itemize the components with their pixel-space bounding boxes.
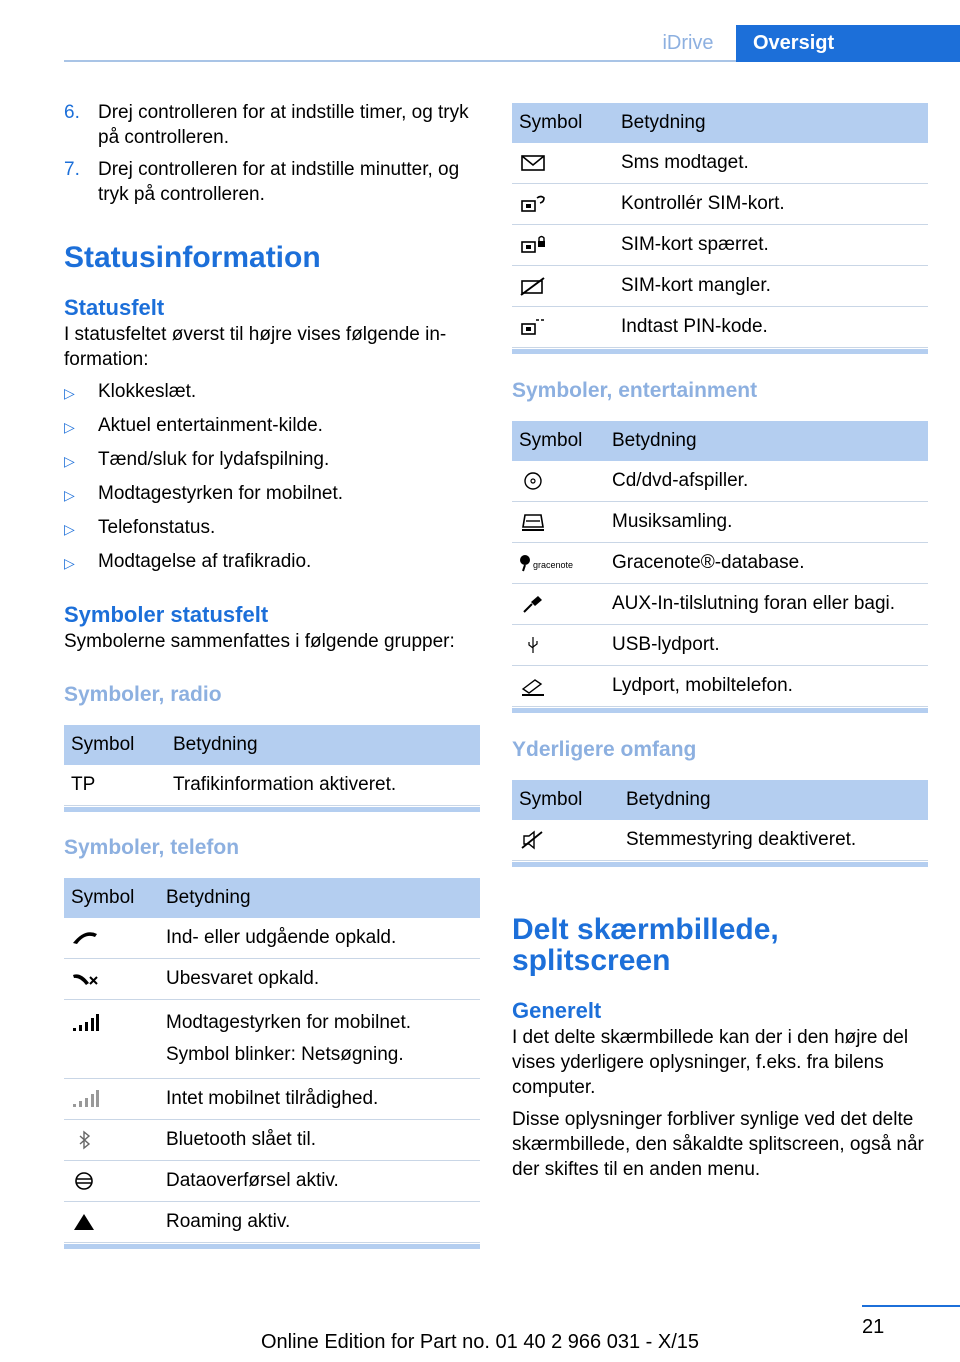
meaning-cell: Musiksamling. xyxy=(605,502,928,543)
table-row xyxy=(64,1079,480,1120)
step-number: 6. xyxy=(64,102,80,123)
triangle-bullet-icon: ▷ xyxy=(64,385,75,401)
column-header-symbol: Symbol xyxy=(64,878,159,918)
table-row xyxy=(64,1161,480,1202)
list-item-text: Tænd/sluk for lydafspilning. xyxy=(98,449,330,470)
header-tab-oversigt[interactable]: Oversigt xyxy=(736,25,960,62)
symbol-cell xyxy=(512,184,614,225)
meaning-cell: Bluetooth slået til. xyxy=(159,1120,480,1161)
heading-symboler-telefon: Symboler, telefon xyxy=(64,836,240,859)
list-item-text: Klokkeslæt. xyxy=(98,381,197,402)
step-6 xyxy=(64,100,480,150)
meaning-cell: Cd/dvd-afspiller. xyxy=(605,461,928,502)
header-rule xyxy=(64,60,736,62)
symbol-cell xyxy=(64,918,159,959)
symbol-cell xyxy=(64,1079,159,1120)
step-7 xyxy=(64,157,480,207)
table-end-rule xyxy=(64,807,480,812)
symbol-cell xyxy=(512,666,605,707)
heading-symboler-radio: Symboler, radio xyxy=(64,683,222,706)
bluetooth-icon xyxy=(71,1130,99,1150)
missed-call-icon xyxy=(71,969,99,989)
heading-symboler-statusfelt: Symboler statusfelt xyxy=(64,602,269,627)
table-row xyxy=(512,307,928,348)
heading-statusfelt: Statusfelt xyxy=(64,295,165,320)
footer-rule xyxy=(862,1305,960,1307)
gracenote-icon xyxy=(519,553,589,573)
left-column xyxy=(64,100,480,1249)
meaning-cell: Ubesvaret opkald. xyxy=(159,959,480,1000)
table-row xyxy=(64,959,480,1000)
column-header-symbol: Symbol xyxy=(512,103,614,143)
table-row xyxy=(512,820,928,861)
table-header-row xyxy=(512,780,928,820)
sim-check-icon xyxy=(519,194,547,214)
table-row xyxy=(512,143,928,184)
symbol-cell xyxy=(512,461,605,502)
roaming-triangle-icon xyxy=(71,1212,99,1232)
paragraph-generelt-2: Disse oplysninger forbliver synlige ved det delte skærmbillede, den såkaldte splitscreen, også når der skiftes til en anden menu. xyxy=(512,1109,924,1180)
symbol-cell xyxy=(512,225,614,266)
table-end-rule xyxy=(512,708,928,713)
triangle-bullet-icon: ▷ xyxy=(64,555,75,571)
envelope-icon xyxy=(519,153,547,173)
table-row xyxy=(512,543,928,584)
table-header-row xyxy=(512,421,928,461)
omfang-table xyxy=(512,780,928,861)
meaning-cell: Roaming aktiv. xyxy=(159,1202,480,1243)
right-column xyxy=(512,103,928,1182)
table-end-rule xyxy=(512,862,928,867)
triangle-bullet-icon: ▷ xyxy=(64,419,75,435)
meaning-cell: Ind- eller udgående opkald. xyxy=(159,918,480,959)
table-row xyxy=(64,1202,480,1243)
table-header-row xyxy=(512,103,928,143)
meaning-cell: Indtast PIN-kode. xyxy=(614,307,928,348)
table-header-row xyxy=(64,725,480,765)
phone-table-continued xyxy=(512,103,928,348)
meaning-cell xyxy=(159,1000,480,1079)
heading-yderligere-omfang: Yderligere omfang xyxy=(512,738,697,761)
symbol-cell: TP xyxy=(64,765,166,806)
disc-icon xyxy=(519,471,547,491)
column-header-meaning: Betydning xyxy=(614,103,928,143)
phone-handset-icon xyxy=(71,928,99,948)
symbol-cell xyxy=(512,502,605,543)
column-header-meaning: Betydning xyxy=(605,421,928,461)
table-row xyxy=(512,584,928,625)
signal-strength-icon xyxy=(71,1013,99,1033)
symbol-cell xyxy=(64,1000,159,1079)
table-row xyxy=(512,266,928,307)
usb-icon xyxy=(519,635,547,655)
column-header-meaning: Betydning xyxy=(619,780,928,820)
sim-locked-icon xyxy=(519,235,547,255)
symbol-cell xyxy=(64,1202,159,1243)
triangle-bullet-icon: ▷ xyxy=(64,487,75,503)
meaning-line-2: Symbol blinker: Netsøgning. xyxy=(166,1044,404,1065)
voice-off-icon xyxy=(519,830,547,850)
pin-entry-icon xyxy=(519,317,547,337)
meaning-cell: Stemmestyring deaktiveret. xyxy=(619,820,928,861)
aux-plug-icon xyxy=(519,594,547,614)
heading-delt-skaermbillede: Delt skærmbillede, splitscreen xyxy=(512,913,779,977)
meaning-cell: Sms modtaget. xyxy=(614,143,928,184)
table-row xyxy=(64,1000,480,1079)
meaning-cell: AUX-In-tilslutning foran eller bagi. xyxy=(605,584,928,625)
heading-statusinformation: Statusinformation xyxy=(64,241,321,274)
meaning-cell: Lydport, mobiltelefon. xyxy=(605,666,928,707)
gracenote-logo-text: gracenote xyxy=(533,559,574,570)
music-collection-icon xyxy=(519,512,547,532)
list-item-text: Modtagestyrken for mobilnet. xyxy=(98,483,344,504)
bullet-list xyxy=(64,379,480,576)
column-header-meaning: Betydning xyxy=(159,878,480,918)
symbol-cell xyxy=(512,543,605,584)
symbol-cell xyxy=(512,820,619,861)
symbol-cell xyxy=(512,307,614,348)
triangle-bullet-icon: ▷ xyxy=(64,521,75,537)
symbol-cell xyxy=(64,1120,159,1161)
data-transfer-icon xyxy=(71,1171,99,1191)
paragraph-symboler: Symbolerne sammenfattes i følgende grupper: xyxy=(64,631,455,652)
meaning-cell: Kontrollér SIM-kort. xyxy=(614,184,928,225)
table-row xyxy=(512,184,928,225)
meaning-cell: USB-lydport. xyxy=(605,625,928,666)
edition-footer: Online Edition for Part no. 01 40 2 966 031 - X/15 xyxy=(260,1331,700,1353)
header-tab-idrive[interactable]: iDrive xyxy=(662,32,714,54)
table-row xyxy=(64,1120,480,1161)
symbol-cell xyxy=(64,1161,159,1202)
table-header-row xyxy=(64,878,480,918)
table-row xyxy=(512,225,928,266)
entertainment-table xyxy=(512,421,928,707)
meaning-cell: Intet mobilnet tilrådighed. xyxy=(159,1079,480,1120)
column-header-meaning: Betydning xyxy=(166,725,480,765)
paragraph-generelt-1: I det delte skærmbillede kan der i den højre del vises yderligere oplysninger, f.eks. fra bilens computer. xyxy=(512,1027,909,1098)
column-header-symbol: Symbol xyxy=(64,725,166,765)
list-item xyxy=(64,481,480,508)
list-item-text: Telefonstatus. xyxy=(98,517,216,538)
phone-audio-icon xyxy=(519,676,547,696)
sim-missing-icon xyxy=(519,276,547,296)
meaning-cell: Trafikinformation aktiveret. xyxy=(166,765,480,806)
meaning-cell: SIM-kort mangler. xyxy=(614,266,928,307)
table-row xyxy=(64,765,480,806)
list-item xyxy=(64,447,480,474)
step-number: 7. xyxy=(64,159,80,180)
symbol-cell xyxy=(512,266,614,307)
step-text: Drej controlleren for at indstille timer, og tryk på controlleren. xyxy=(98,102,469,148)
symbol-cell xyxy=(512,584,605,625)
list-item xyxy=(64,549,480,576)
table-end-rule xyxy=(512,349,928,354)
table-row xyxy=(512,502,928,543)
list-item xyxy=(64,515,480,542)
list-item-text: Aktuel entertainment-kilde. xyxy=(98,415,323,436)
meaning-cell: Gracenote®-database. xyxy=(605,543,928,584)
meaning-cell: Dataoverførsel aktiv. xyxy=(159,1161,480,1202)
radio-table xyxy=(64,725,480,806)
list-item-text: Modtagelse af trafikradio. xyxy=(98,551,312,572)
table-row xyxy=(512,461,928,502)
symbol-cell xyxy=(512,143,614,184)
column-header-symbol: Symbol xyxy=(512,421,605,461)
column-header-symbol: Symbol xyxy=(512,780,619,820)
meaning-cell: SIM-kort spærret. xyxy=(614,225,928,266)
paragraph-statusfelt: I statusfeltet øverst til højre vises følgende information: xyxy=(64,324,447,370)
meaning-line: Modtagestyrken for mobilnet. xyxy=(166,1012,412,1033)
table-end-rule xyxy=(64,1244,480,1249)
list-item xyxy=(64,413,480,440)
symbol-cell xyxy=(64,959,159,1000)
list-item xyxy=(64,379,480,406)
no-network-icon xyxy=(71,1089,99,1109)
phone-table xyxy=(64,878,480,1243)
triangle-bullet-icon: ▷ xyxy=(64,453,75,469)
heading-symboler-entertainment: Symboler, entertainment xyxy=(512,379,758,402)
symbol-cell xyxy=(512,625,605,666)
step-text: Drej controlleren for at indstille minutter, og tryk på controlleren. xyxy=(98,159,460,205)
heading-generelt: Generelt xyxy=(512,998,602,1023)
table-row xyxy=(64,918,480,959)
table-row xyxy=(512,625,928,666)
table-row xyxy=(512,666,928,707)
page-number: 21 xyxy=(862,1316,885,1338)
